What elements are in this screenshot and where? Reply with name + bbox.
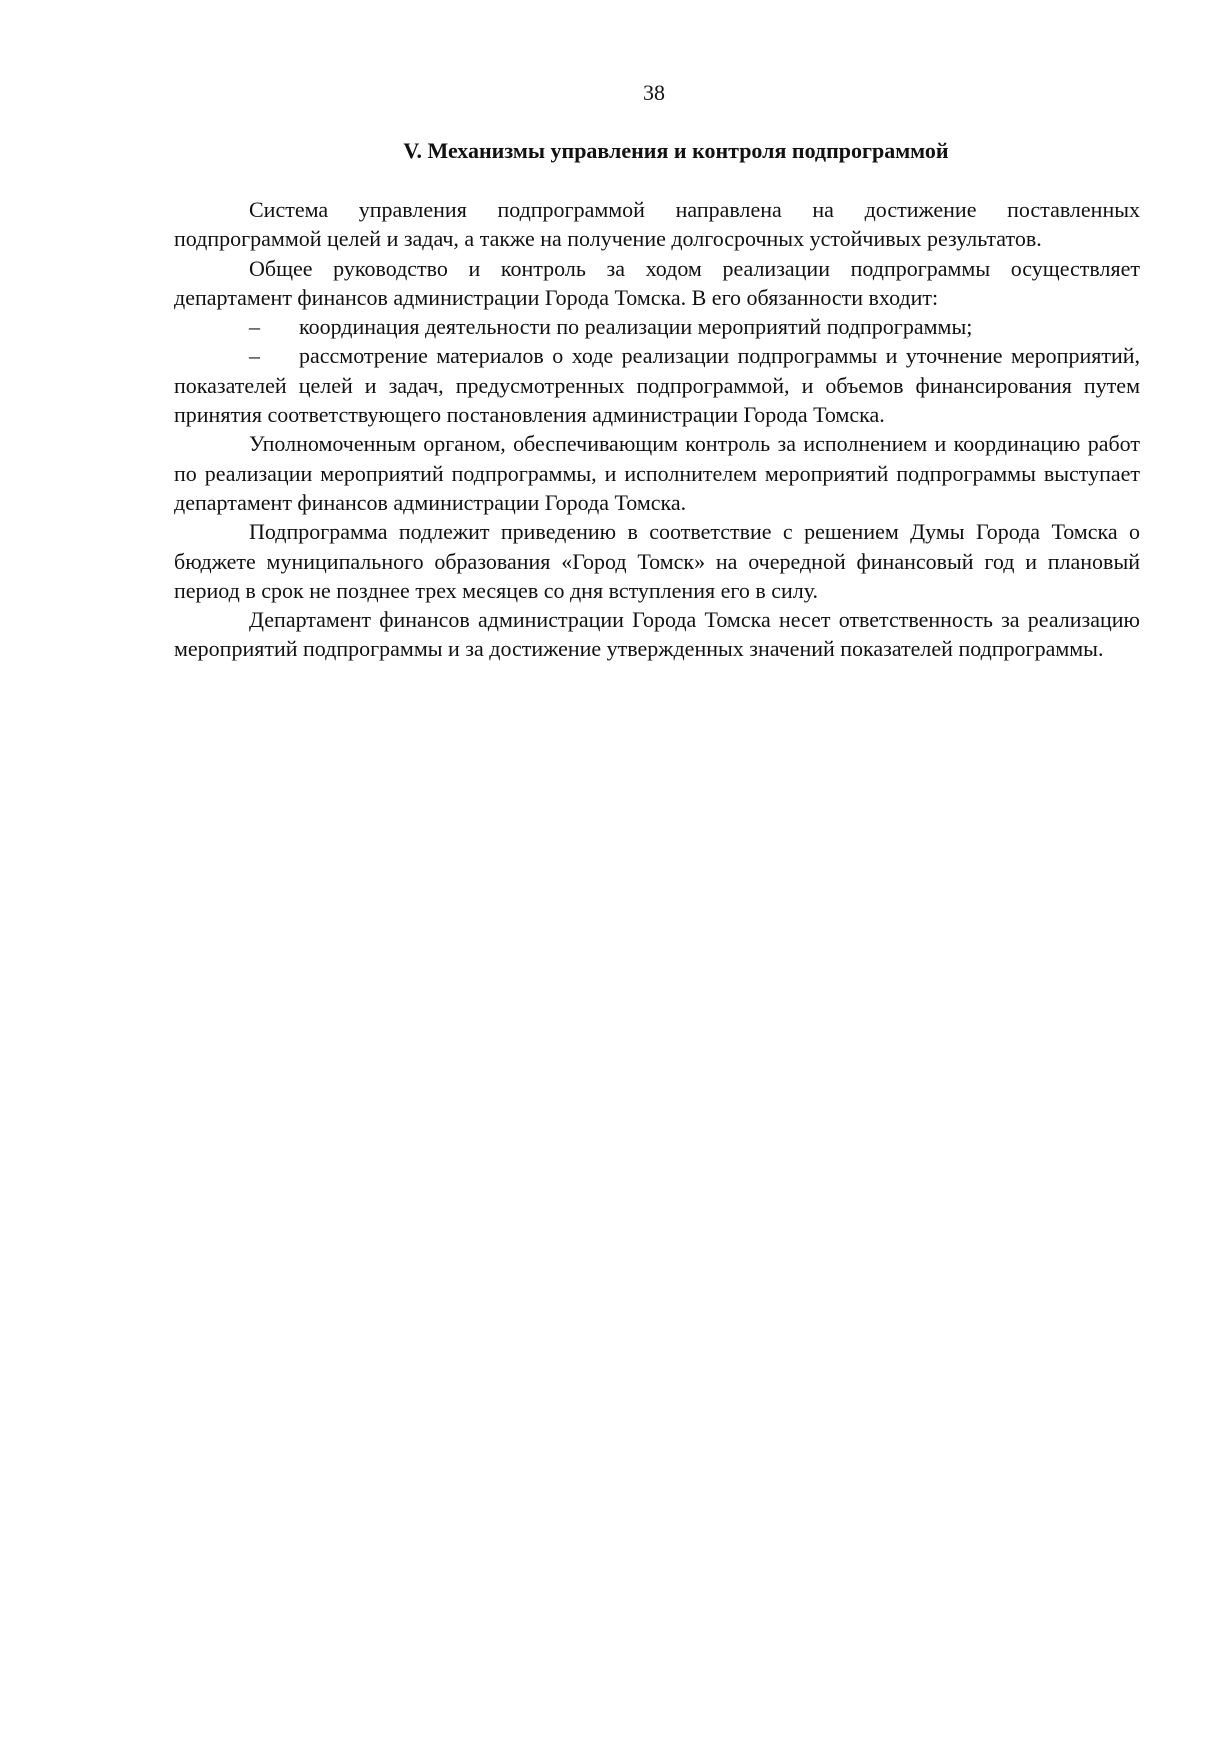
list-dash: – [249,343,260,369]
section-body [174,195,1140,664]
list-dash: – [249,314,260,340]
paragraph-authorized-body: Уполномоченным органом, обеспечивающим контроль за исполнением и координацию работ по реализации мероприятий подпрограммы, и исполнителем мероприятий подпрограммы выступает департамент финансов администрации Города Томска. [174,431,1140,515]
list-item [174,341,1140,429]
list-item [174,312,1140,341]
paragraph-responsibility: Департамент финансов администрации Города Томска несет ответственность за реализацию мероприятий подпрограммы и за достижение утвержденных значений показателей подпрограммы. [174,607,1140,662]
paragraph-general-management: Общее руководство и контроль за ходом реализации подпрограммы осуществляет департамент финансов администрации Города Томска. В его обязанности входит: [174,255,1140,310]
list-item-text: рассмотрение материалов о ходе реализации подпрограммы и уточнение мероприятий, показателей целей и задач, предусмотренных подпрограммой, и объемов финансирования путем принятия соответствующего постановления администрации Города Томска. [174,343,1140,428]
paragraph-management-system: Система управления подпрограммой направлена на достижение поставленных подпрограммой целей и задач, а также на получение долгосрочных устойчивых результатов. [174,197,1140,252]
page-number: 38 [643,80,665,105]
paragraph-budget-alignment: Подпрограмма подлежит приведению в соответствие с решением Думы Города Томска о бюджете муниципального образования «Город Томск» на очередной финансовый год и плановый период в срок не позднее трех месяцев со дня вступления его в силу. [174,519,1140,603]
list-item-text: координация деятельности по реализации мероприятий подпрограммы; [299,314,973,340]
section-title: V. Механизмы управления и контроля подпрограммой [403,138,949,163]
